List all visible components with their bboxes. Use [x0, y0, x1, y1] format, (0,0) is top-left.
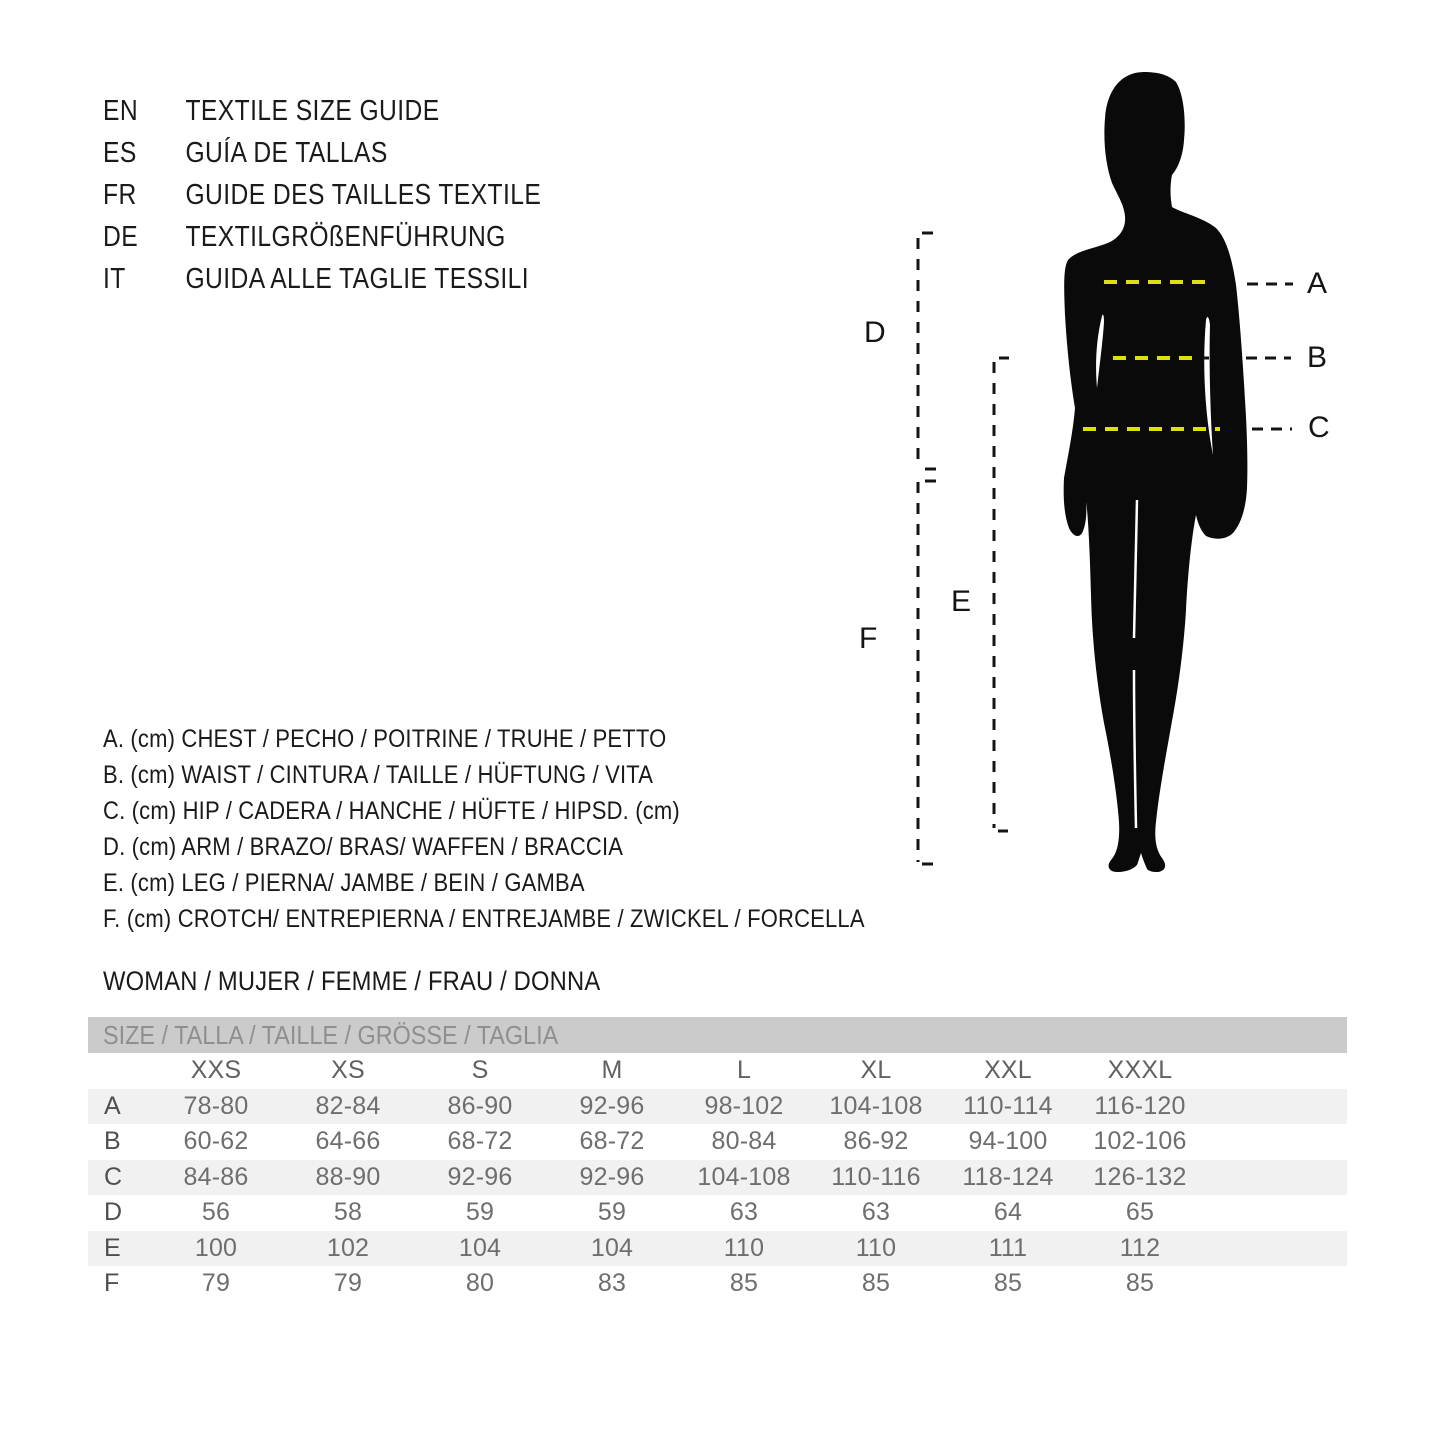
language-row	[103, 174, 541, 216]
size-value-cell: 58	[333, 1198, 363, 1227]
language-title: TEXTILE SIZE GUIDE	[185, 95, 440, 127]
legend-item-waist: B. (cm) WAIST / CINTURA / TAILLE / HÜFTUNG / VITA	[103, 761, 654, 789]
size-value-cell: 88-90	[315, 1162, 381, 1191]
size-table	[88, 1053, 1347, 1302]
row-label: E	[104, 1233, 121, 1262]
size-columns-row	[88, 1053, 1347, 1089]
size-value-cell: 112	[1119, 1233, 1161, 1262]
language-title: GUIDA ALLE TAGLIE TESSILI	[185, 263, 530, 295]
table-row-chest	[88, 1089, 1347, 1125]
language-code: DE	[103, 221, 139, 253]
size-value-cell: 59	[465, 1198, 495, 1227]
size-value-cell: 116-120	[1094, 1091, 1186, 1120]
table-row-crotch	[88, 1266, 1347, 1302]
size-value-cell: 86-92	[843, 1127, 909, 1156]
size-column-header: M	[601, 1056, 623, 1085]
size-value-cell: 68-72	[579, 1127, 645, 1156]
crotch-label: F	[859, 622, 878, 655]
size-value-cell: 85	[861, 1269, 891, 1298]
table-row-hip	[88, 1160, 1347, 1196]
leg-measure-ticks	[998, 358, 1009, 831]
size-column-header: XXXL	[1107, 1056, 1173, 1085]
legend-item-hip: C. (cm) HIP / CADERA / HANCHE / HÜFTE / HIPSD. (cm)	[103, 797, 680, 825]
legend-item-leg: E. (cm) LEG / PIERNA/ JAMBE / BEIN / GAMBA	[103, 869, 585, 897]
size-value-cell: 110	[723, 1233, 765, 1262]
size-column-header: XXL	[984, 1056, 1032, 1085]
row-label: C	[104, 1162, 123, 1191]
size-table-header-text: SIZE / TALLA / TAILLE / GRÖSSE / TAGLIA	[103, 1020, 559, 1050]
language-row	[103, 90, 541, 132]
chest-label: A	[1307, 267, 1328, 300]
waist-label: B	[1307, 341, 1328, 374]
size-table-section	[88, 1017, 1347, 1302]
language-code: IT	[103, 263, 126, 295]
size-value-cell: 85	[729, 1269, 759, 1298]
size-value-cell: 79	[201, 1269, 231, 1298]
language-row	[103, 258, 541, 300]
size-value-cell: 78-80	[183, 1091, 249, 1120]
row-label: A	[104, 1091, 121, 1120]
table-row-leg	[88, 1231, 1347, 1267]
body-measurement-diagram	[850, 60, 1410, 890]
language-title-list	[103, 90, 541, 300]
language-title: GUÍA DE TALLAS	[185, 137, 388, 169]
language-title: GUIDE DES TAILLES TEXTILE	[185, 179, 542, 211]
size-value-cell: 110	[855, 1233, 897, 1262]
arm-label: D	[864, 316, 886, 349]
language-row	[103, 216, 541, 258]
filler-cell	[1206, 1160, 1347, 1196]
filler-cell	[1206, 1195, 1347, 1231]
size-value-cell: 104	[590, 1233, 634, 1262]
legend-item-crotch: F. (cm) CROTCH/ ENTREPIERNA / ENTREJAMBE / ZWICKEL / FORCELLA	[103, 905, 865, 933]
size-value-cell: 64	[993, 1198, 1023, 1227]
measurement-legend	[103, 721, 865, 937]
row-label: D	[104, 1198, 123, 1227]
size-value-cell: 56	[201, 1198, 231, 1227]
table-row-arm	[88, 1195, 1347, 1231]
size-value-cell: 92-96	[447, 1162, 513, 1191]
size-value-cell: 65	[1125, 1198, 1155, 1227]
filler-cell	[1206, 1266, 1347, 1302]
size-value-cell: 126-132	[1093, 1162, 1187, 1191]
size-value-cell: 79	[333, 1269, 363, 1298]
size-value-cell: 80-84	[711, 1127, 777, 1156]
size-value-cell: 80	[465, 1269, 495, 1298]
size-value-cell: 104-108	[697, 1162, 791, 1191]
size-table-header-bar	[88, 1017, 1347, 1053]
size-value-cell: 92-96	[579, 1091, 645, 1120]
size-column-header: XL	[860, 1056, 892, 1085]
size-value-cell: 104-108	[829, 1091, 923, 1120]
language-code: EN	[103, 95, 139, 127]
legend-item-arm: D. (cm) ARM / BRAZO/ BRAS/ WAFFEN / BRACCIA	[103, 833, 624, 861]
filler-cell	[1206, 1124, 1347, 1160]
filler-cell	[1206, 1089, 1347, 1125]
size-value-cell: 110-114	[963, 1091, 1053, 1120]
size-column-header: L	[736, 1056, 752, 1085]
size-value-cell: 111	[988, 1233, 1028, 1262]
size-value-cell: 63	[861, 1198, 891, 1227]
language-code: FR	[103, 179, 137, 211]
table-row-waist	[88, 1124, 1347, 1160]
size-value-cell: 100	[194, 1233, 238, 1262]
size-column-header: XXS	[190, 1056, 242, 1085]
woman-silhouette	[1064, 72, 1248, 872]
language-title: TEXTILGRÖßENFÜHRUNG	[185, 221, 506, 253]
size-value-cell: 83	[597, 1269, 627, 1298]
size-value-cell: 110-116	[831, 1162, 921, 1191]
size-value-cell: 102	[326, 1233, 370, 1262]
arm-measure-ticks	[922, 233, 936, 469]
size-value-cell: 85	[1125, 1269, 1155, 1298]
size-value-cell: 86-90	[447, 1091, 513, 1120]
size-column-header: XS	[331, 1056, 365, 1085]
language-code: ES	[103, 137, 137, 169]
size-value-cell: 85	[993, 1269, 1023, 1298]
size-value-cell: 68-72	[447, 1127, 513, 1156]
corner-cell	[88, 1053, 150, 1089]
language-row	[103, 132, 541, 174]
size-value-cell: 98-102	[704, 1091, 784, 1120]
filler-cell	[1206, 1053, 1347, 1089]
size-value-cell: 92-96	[579, 1162, 645, 1191]
size-value-cell: 84-86	[183, 1162, 249, 1191]
filler-cell	[1206, 1231, 1347, 1267]
size-value-cell: 60-62	[183, 1127, 249, 1156]
row-label: F	[104, 1269, 120, 1298]
size-column-header: S	[471, 1056, 489, 1085]
size-value-cell: 94-100	[968, 1127, 1048, 1156]
leg-label: E	[951, 585, 972, 618]
size-value-cell: 102-106	[1093, 1127, 1187, 1156]
size-value-cell: 64-66	[315, 1127, 381, 1156]
size-value-cell: 63	[729, 1198, 759, 1227]
size-value-cell: 104	[458, 1233, 502, 1262]
gender-title: WOMAN / MUJER / FEMME / FRAU / DONNA	[103, 966, 601, 996]
hip-label: C	[1308, 411, 1330, 444]
size-value-cell: 82-84	[315, 1091, 381, 1120]
legend-item-chest: A. (cm) CHEST / PECHO / POITRINE / TRUHE / PETTO	[103, 725, 667, 753]
crotch-measure-ticks	[922, 481, 936, 864]
row-label: B	[104, 1127, 121, 1156]
size-value-cell: 118-124	[962, 1162, 1054, 1191]
size-value-cell: 59	[597, 1198, 627, 1227]
